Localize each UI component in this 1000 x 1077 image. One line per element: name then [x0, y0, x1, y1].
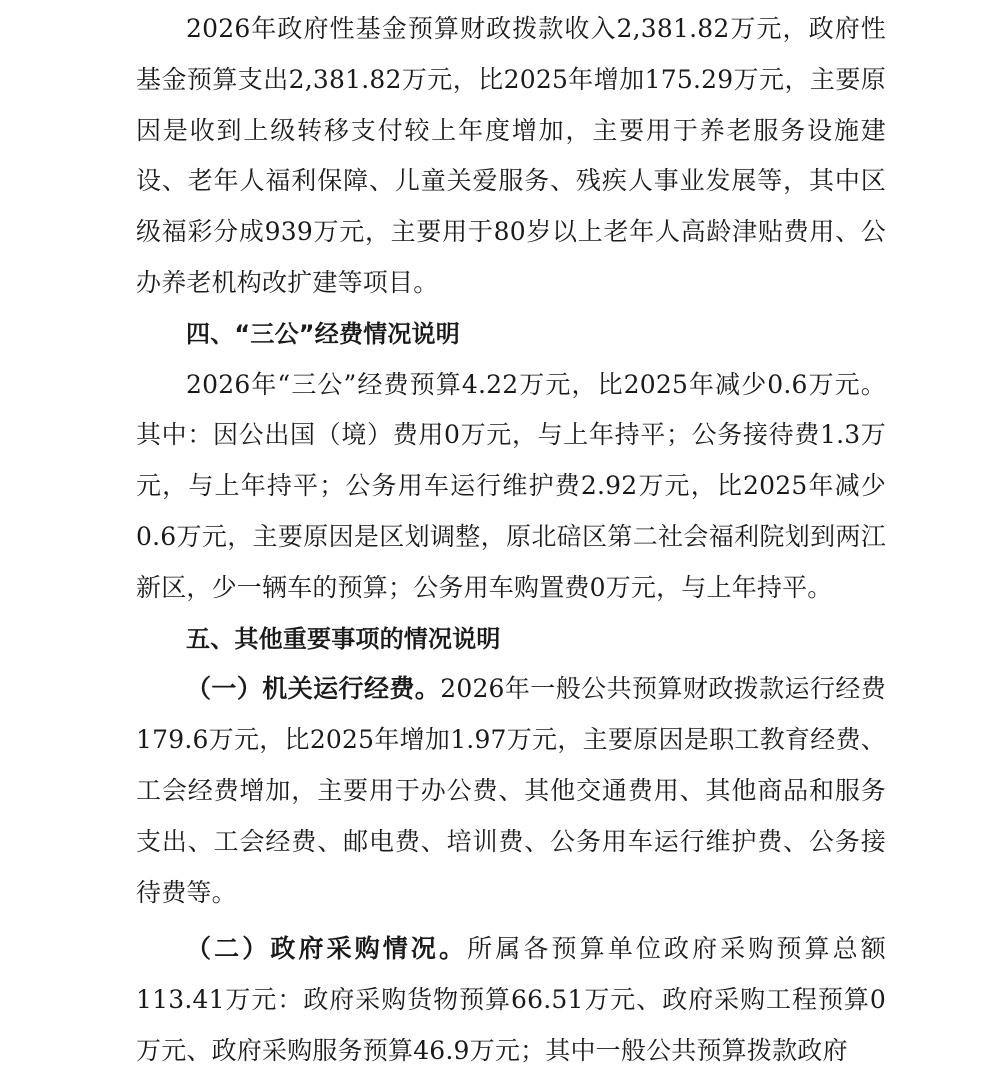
subsection-label-office-operating-expenses: （一）机关运行经费。 — [186, 674, 441, 704]
paragraph-government-procurement — [136, 924, 886, 1076]
section-heading-three-public-expenses: 四、“三公”经费情况说明 — [186, 319, 460, 348]
section-heading-other-matters: 五、其他重要事项的情况说明 — [186, 624, 501, 653]
subsection-text-office-operating-expenses: 2026年一般公共预算财政拨款运行经费179.6万元，比2025年增加1.97万元，主要原因是职工教育经费、工会经费增加，主要用于办公费、其他交通费用、其他商品和服务支出、工会经费、邮电费、培训费、公务用车运行维护费、公务接待费等。 — [136, 674, 886, 907]
paragraph-three-public-expenses: 2026年“三公”经费预算4.22万元，比2025年减少0.6万元。其中：因公出国（境）费用0万元，与上年持平；公务接待费1.3万元，与上年持平；公务用车运行维护费2.92万元，比2025年减少0.6万元，主要原因是区划调整，原北碚区第二社会福利院划到两江新区，少一辆车的预算；公务用车购置费0万元，与上年持平。 — [136, 369, 886, 602]
subsection-text-government-procurement: 所属各预算单位政府采购预算总额113.41万元：政府采购货物预算66.51万元、政府采购工程预算0万元、政府采购服务预算46.9万元；其中一般公共预算拨款政府 — [136, 934, 886, 1065]
document-page — [136, 4, 886, 1077]
paragraph-office-operating-expenses — [136, 664, 886, 918]
paragraph-government-fund-budget: 2026年政府性基金预算财政拨款收入2,381.82万元，政府性基金预算支出2,381.82万元，比2025年增加175.29万元，主要原因是收到上级转移支付较上年度增加，主要用于养老服务设施建设、老年人福利保障、儿童关爱服务、残疾人事业发展等，其中区级福彩分成939万元，主要用于80岁以上老年人高龄津贴费用、公办养老机构改扩建等项目。 — [136, 14, 886, 297]
subsection-label-government-procurement: （二）政府采购情况。 — [186, 934, 468, 964]
